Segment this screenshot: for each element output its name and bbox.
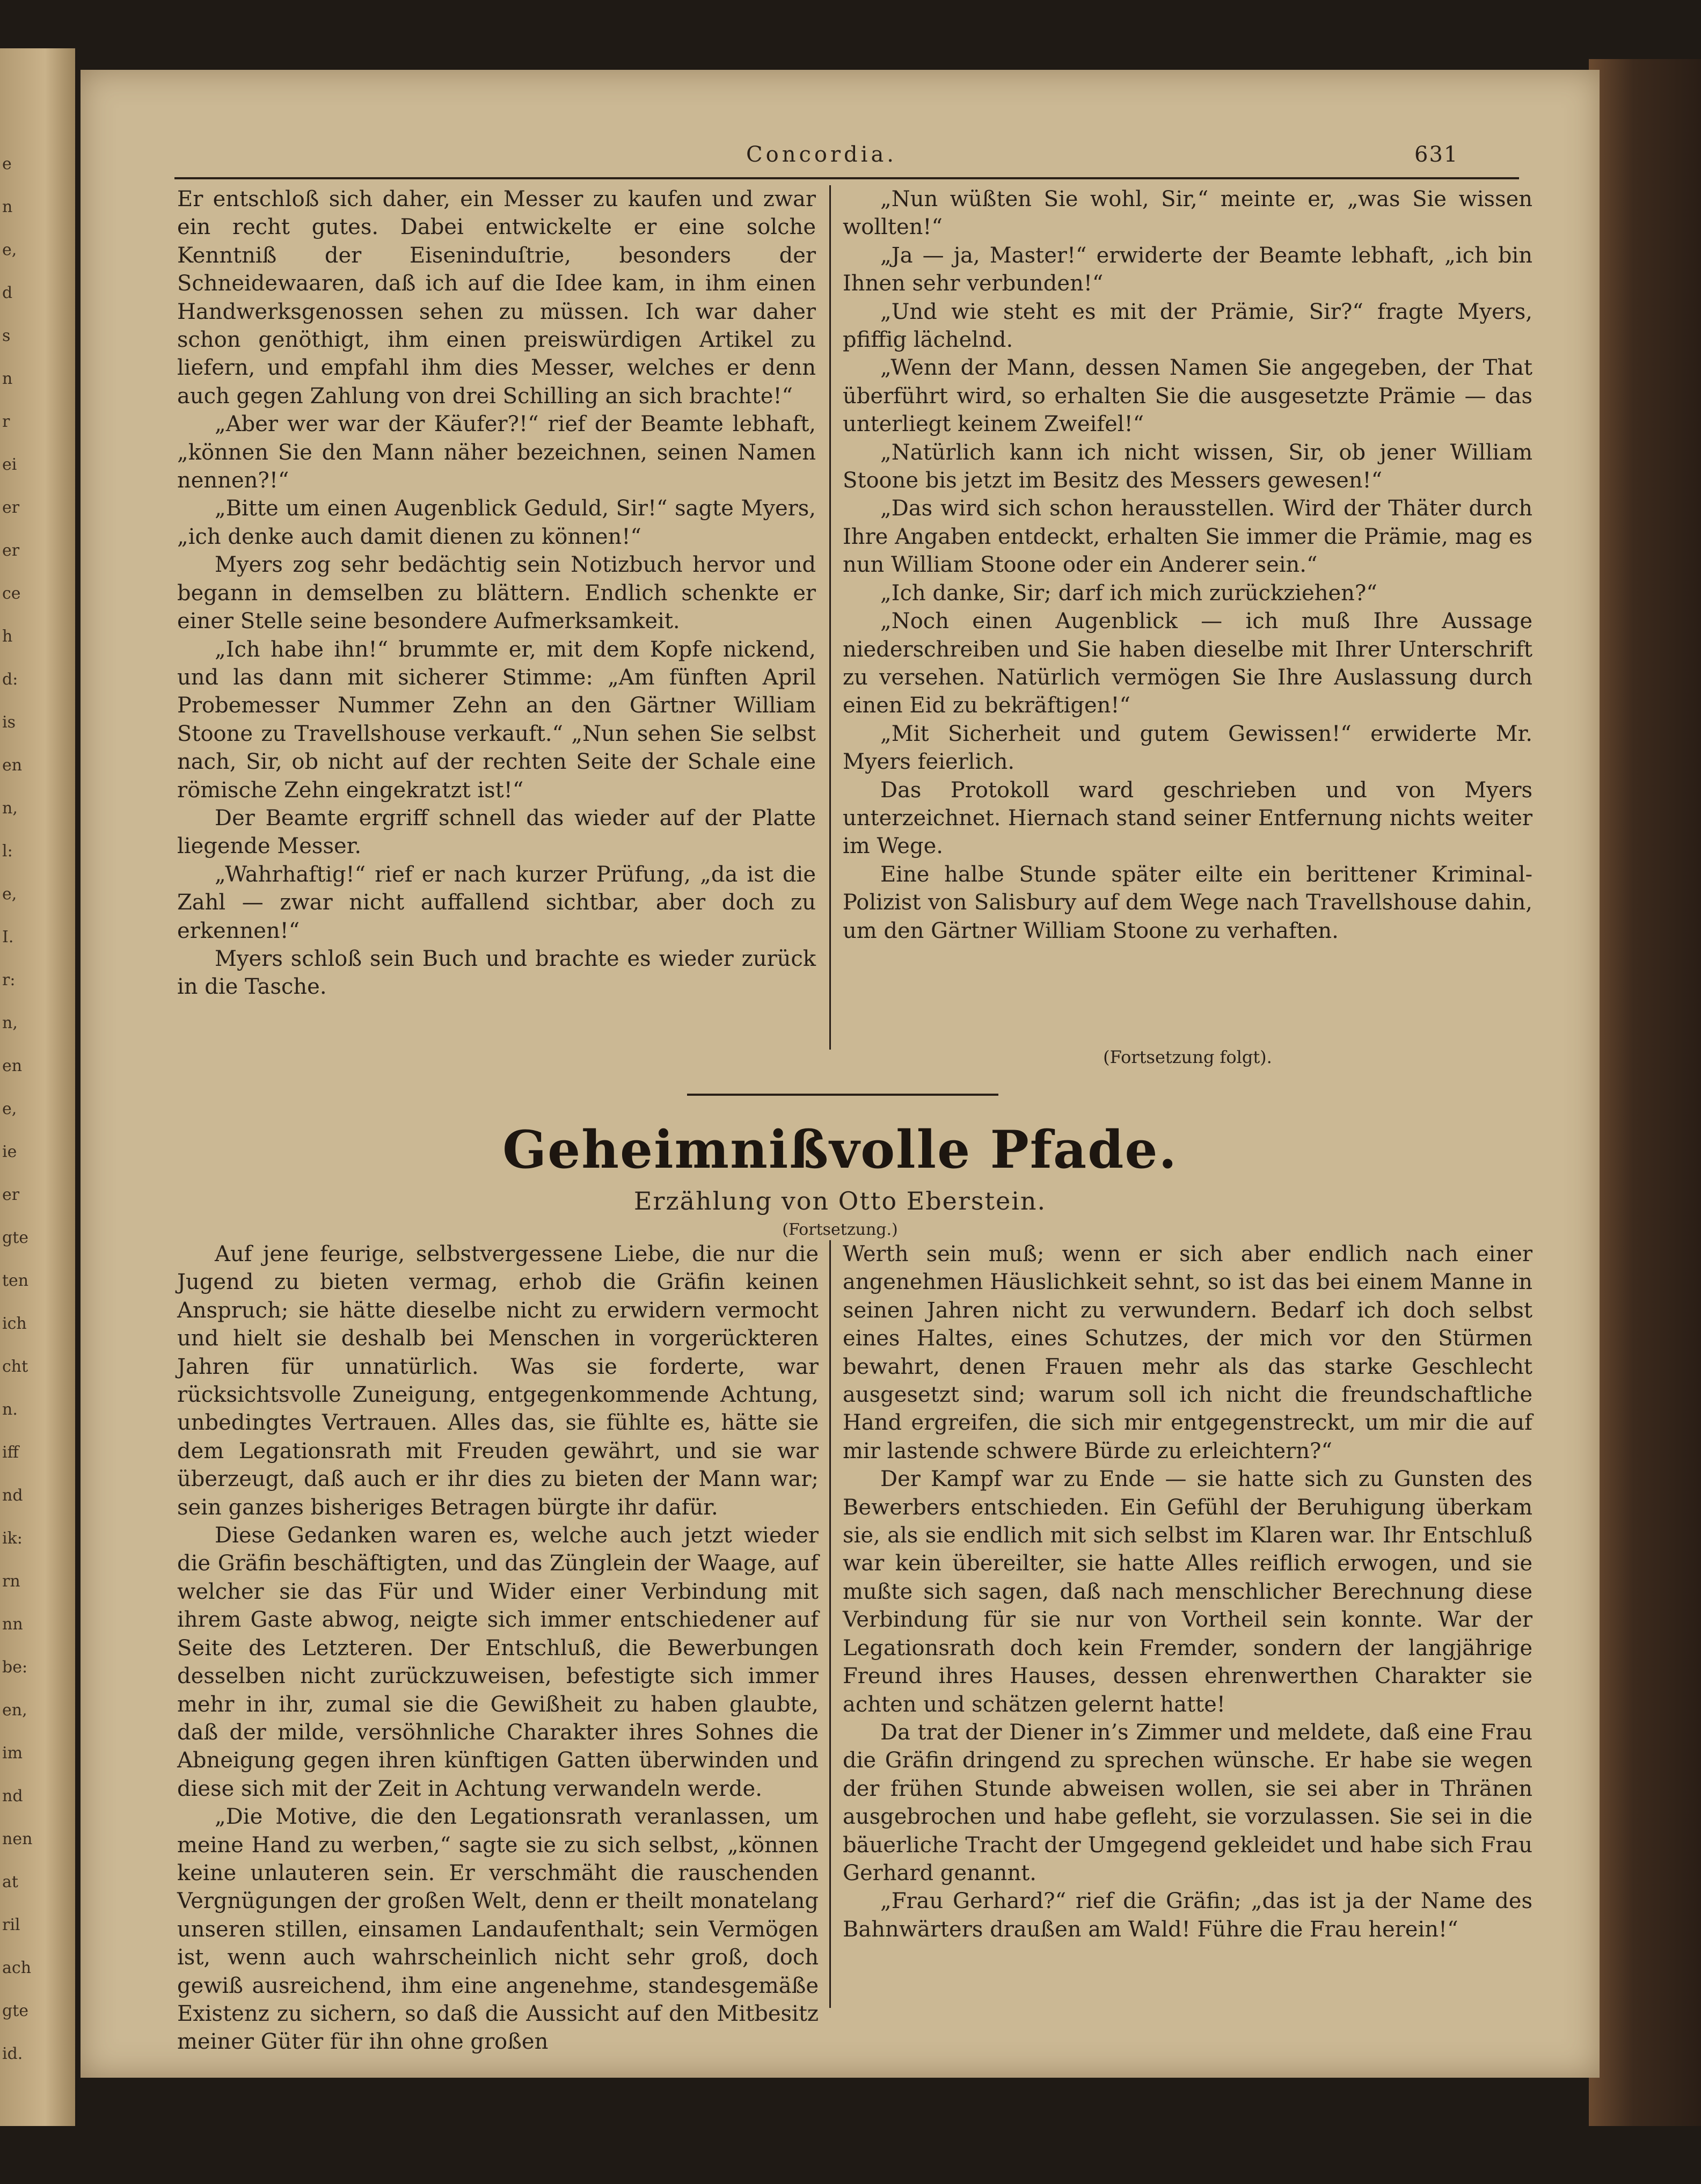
paragraph: Werth sein muß; wenn er sich aber endlich nach einer angenehmen Häuslichkeit sehnt, so ist das bei einem Manne in seinen Jahren nicht zu verwundern. Bedarf ich doch selbst eines Haltes, eines Schutzes, der mich vor den Stürmen bewahrt, denen Frauen mehr als das starke Geschlecht ausgesetzt sind; warum soll ich nicht die freundschaftliche Hand ergreifen, die sich mir entgegenstreckt, um mir die auf mir lastende schwere Bürde zu erleichtern?“ [843, 1242, 1532, 1464]
paragraph: „Und wie steht es mit der Prämie, Sir?“ fragte Myers, pfiffig lächelnd. [843, 299, 1532, 353]
edge-fragment: nd [2, 1787, 23, 1806]
paragraph: Er entschloß sich daher, ein Messer zu kaufen und zwar ein recht gutes. Dabei entwickelte er eine solche Kenntniß der Eiseninduſtrie, besonders der Schneidewaaren, daß ich auf die Idee kam, in ihm einen Handwerksgenossen sehen zu müssen. Ich war daher schon genöthigt, ihm einen preiswürdigen Artikel zu liefern, und empfahl ihm dies Messer, welches er denn auch gegen Zahlung von drei Schilling an sich brachte!“ [177, 187, 816, 409]
paragraph: Der Kampf war zu Ende — sie hatte sich zu Gunsten des Bewerbers entschieden. Ein Gefühl der Beruhigung überkam sie, als sie endlich mit sich selbst im Klaren war. Ihr Entschluß war kein übereilter, sie hatte Alles reiflich erwogen, und sie mußte sich sagen, daß nach menschlicher Berechnung diese Verbindung für sie nur von Vortheil sein konnte. War der Legationsrath doch kein Fremder, sondern der langjährige Freund ihres Hauses, dessen ehrenwerthen Charakter sie achten und schätzen gelernt hatte! [843, 1467, 1532, 1717]
edge-fragment: at [2, 1873, 18, 1891]
edge-fragment: ce [2, 584, 21, 603]
edge-fragment: r: [2, 971, 16, 989]
paragraph: „Das wird sich schon herausstellen. Wird der Thäter durch Ihre Angaben entdeckt, erhalten Sie immer die Prämie, mag es nun William Stoone oder ein Anderer sein.“ [843, 496, 1532, 578]
edge-fragment: rn [2, 1572, 20, 1591]
section-rule [687, 1094, 998, 1096]
page-number: 631 [1414, 142, 1459, 167]
edge-fragment: iff [2, 1443, 19, 1462]
edge-fragment: nen [2, 1830, 32, 1848]
edge-fragment: be: [2, 1658, 28, 1677]
edge-fragment: e, [2, 241, 17, 259]
edge-fragment: im [2, 1744, 23, 1763]
edge-fragment: en, [2, 1701, 27, 1720]
edge-fragment: e [2, 155, 12, 173]
edge-fragment: ie [2, 1142, 17, 1161]
paragraph: „Noch einen Augenblick — ich muß Ihre Aussage niederschreiben und Sie haben dieselbe mit Ihrer Unterschrift zu versehen. Natürlich vermögen Sie Ihre Auslassung durch einen Eid zu bekräftigen!“ [843, 609, 1532, 718]
edge-fragment: h [2, 627, 13, 646]
paragraph: „Mit Sicherheit und gutem Gewissen!“ erwiderte Mr. Myers feierlich. [843, 721, 1532, 775]
paragraph: „Die Motive, die den Legationsrath veranlassen, um meine Hand zu werben,“ sagte sie zu sich selbst, „können keine unlauteren sein. Er verschmäht die rauschenden Vergnügungen der großen Welt, denn er theilt monatelang unseren stillen, einsamen Landaufenthalt; sein Vermögen ist, wenn auch wahrscheinlich nicht sehr groß, doch gewiß ausreichend, ihm eine angenehme, standesgemäße Existenz zu sichern, so daß die Aussicht auf den Mitbesitz meiner Güter für ihn ohne großen [177, 1804, 819, 2055]
paragraph: „Ich habe ihn!“ brummte er, mit dem Kopfe nickend, und las dann mit sicherer Stimme: „Am fünften April Probemesser Nummer Zehn an den Gärtner William Stoone zu Travellshouse verkauft.“ „Nun sehen Sie selbst nach, Sir, ob nicht auf der rechten Seite der Schale eine römische Zehn eingekratzt ist!“ [177, 637, 816, 803]
edge-fragment: cht [2, 1357, 28, 1376]
paragraph: „Wenn der Mann, dessen Namen Sie angegeben, der That überführt wird, so erhalten Sie die ausgesetzte Prämie — das unterliegt keinem Zweifel!“ [843, 355, 1532, 437]
column-bottom-left [177, 1240, 819, 2056]
paragraph: „Bitte um einen Augenblick Geduld, Sir!“ sagte Myers, „ich denke auch damit dienen zu können!“ [177, 496, 816, 549]
paragraph: „Frau Gerhard?“ rief die Gräfin; „das ist ja der Name des Bahnwärters draußen am Wald! Führe die Frau herein!“ [843, 1889, 1532, 1942]
edge-fragment: n, [2, 1014, 18, 1032]
edge-fragment: ich [2, 1314, 27, 1333]
edge-fragment: ik: [2, 1529, 23, 1548]
paragraph: Da trat der Diener in’s Zimmer und meldete, daß eine Frau die Gräfin dringend zu sprechen wünsche. Er habe sie wegen der frühen Stunde abweisen wollen, sie sei aber in Thränen ausgebrochen und habe gefleht, sie vorzulassen. Sie sei in die bäuerliche Tracht der Umgegend gekleidet und habe sich Frau Gerhard genannt. [843, 1720, 1532, 1885]
edge-fragment: n, [2, 799, 18, 818]
edge-fragment: d: [2, 670, 18, 689]
running-title: Concordia. [746, 142, 897, 167]
paragraph: Das Protokoll ward geschrieben und von Myers unterzeichnet. Hiernach stand seiner Entfernung nichts weiter im Wege. [843, 777, 1532, 859]
edge-fragment: e, [2, 1100, 17, 1118]
story-title: Geheimnißvolle Pfade. [502, 1119, 1178, 1180]
edge-fragment: gte [2, 1228, 29, 1247]
paragraph: Eine halbe Stunde später eilte ein berittener Kriminal-Polizist von Salisbury auf dem Wege nach Travellshouse dahin, um den Gärtner William Stoone zu verhaften. [843, 862, 1532, 943]
paragraph: „Ich danke, Sir; darf ich mich zurückziehen?“ [880, 580, 1377, 606]
paragraph: Diese Gedanken waren es, welche auch jetzt wieder die Gräfin beschäftigten, und das Zünglein der Waage, auf welcher sie das Für und Wider einer Verbindung mit ihrem Gaste abwog, neigte sich immer entschiedener auf Seite des Letzteren. Der Entschluß, die Bewerbungen desselben nicht zurückzuweisen, befestigte sich immer mehr in ihr, zumal sie die Gewißheit zu haben glaubte, daß der milde, versöhnliche Charakter ihres Sohnes die Abneigung gegen ihren künftigen Gatten überwinden und diese sich mit der Zeit in Achtung verwandeln werde. [177, 1523, 819, 1801]
paragraph: Der Beamte ergriff schnell das wieder auf der Platte liegende Messer. [177, 805, 816, 859]
edge-fragment: d [2, 283, 13, 302]
paragraph: „Wahrhaftig!“ rief er nach kurzer Prüfung, „da ist die Zahl — zwar nicht auffallend sichtbar, aber doch zu erkennen!“ [177, 862, 816, 943]
story-subtitle: Erzählung von Otto Eberstein. [633, 1186, 1047, 1215]
column-top-left [177, 185, 816, 1001]
column-divider-top [829, 185, 831, 1050]
edge-fragment: l: [2, 842, 13, 861]
edge-fragment: ril [2, 1916, 20, 1934]
edge-fragment: en [2, 756, 23, 775]
edge-fragment: ten [2, 1271, 29, 1290]
edge-fragment: id. [2, 2044, 23, 2063]
edge-fragment: n [2, 369, 13, 388]
edge-fragment: nn [2, 1615, 23, 1634]
edge-fragment: er [2, 1185, 20, 1204]
edge-fragment: er [2, 541, 20, 560]
paragraph: Auf jene feurige, selbstvergessene Liebe, die nur die Jugend zu bieten vermag, erhob die Gräfin keinen Anspruch; sie hätte dieselbe nicht zu erwidern vermocht und hielt sie deshalb bei Menschen in vorgerückteren Jahren für unnatürlich. Was sie forderte, war rücksichtsvolle Zuneigung, entgegenkommende Achtung, unbedingtes Vertrauen. Alles das, sie fühlte es, hätte sie dem Legationsrath mit Freuden gewährt, und sie war überzeugt, daß auch er ihr dies zu bieten der Mann war; sein ganzes bisheriges Betragen bürgte ihr dafür. [177, 1242, 819, 1520]
book-page [81, 70, 1600, 2078]
edge-fragment: r [2, 412, 10, 431]
book-spine [1589, 59, 1701, 2126]
edge-fragment: ach [2, 1959, 32, 1977]
to-be-continued-note: (Fortsetzung folgt). [1103, 1047, 1272, 1067]
paragraph: Myers schloß sein Buch und brachte es wieder zurück in die Tasche. [177, 946, 816, 1000]
edge-fragment: er [2, 498, 20, 517]
left-page-edge-text [0, 48, 32, 2126]
paragraph: „Nun wüßten Sie wohl, Sir,“ meinte er, „was Sie wissen wollten!“ [843, 187, 1532, 240]
edge-fragment: n [2, 198, 13, 216]
story-continued-note: (Fortsetzung.) [782, 1220, 898, 1239]
edge-fragment: s [2, 326, 11, 345]
edge-fragment: is [2, 713, 16, 732]
edge-fragment: nd [2, 1486, 23, 1505]
edge-fragment: e, [2, 885, 17, 904]
edge-fragment: en [2, 1057, 23, 1075]
paragraph: Myers zog sehr bedächtig sein Notizbuch hervor und begann in demselben zu blättern. Endlich schenkte er einer Stelle seine besondere Aufmerksamkeit. [177, 552, 816, 634]
column-bottom-right [843, 1240, 1532, 1943]
column-divider-bottom [829, 1240, 831, 2008]
edge-fragment: n. [2, 1400, 18, 1419]
paragraph: „Aber wer war der Käufer?!“ rief der Beamte lebhaft, „können Sie den Mann näher bezeichnen, seinen Namen nennen?!“ [177, 412, 816, 493]
header-rule [174, 177, 1519, 179]
paragraph: „Natürlich kann ich nicht wissen, Sir, ob jener William Stoone bis jetzt im Besitz des Messers gewesen!“ [843, 440, 1532, 493]
column-top-right [843, 185, 1532, 945]
edge-fragment: I. [2, 928, 14, 947]
paragraph: „Ja — ja, Master!“ erwiderte der Beamte lebhaft, „ich bin Ihnen sehr verbunden!“ [843, 243, 1532, 296]
edge-fragment: gte [2, 2001, 29, 2020]
edge-fragment: ei [2, 455, 17, 474]
